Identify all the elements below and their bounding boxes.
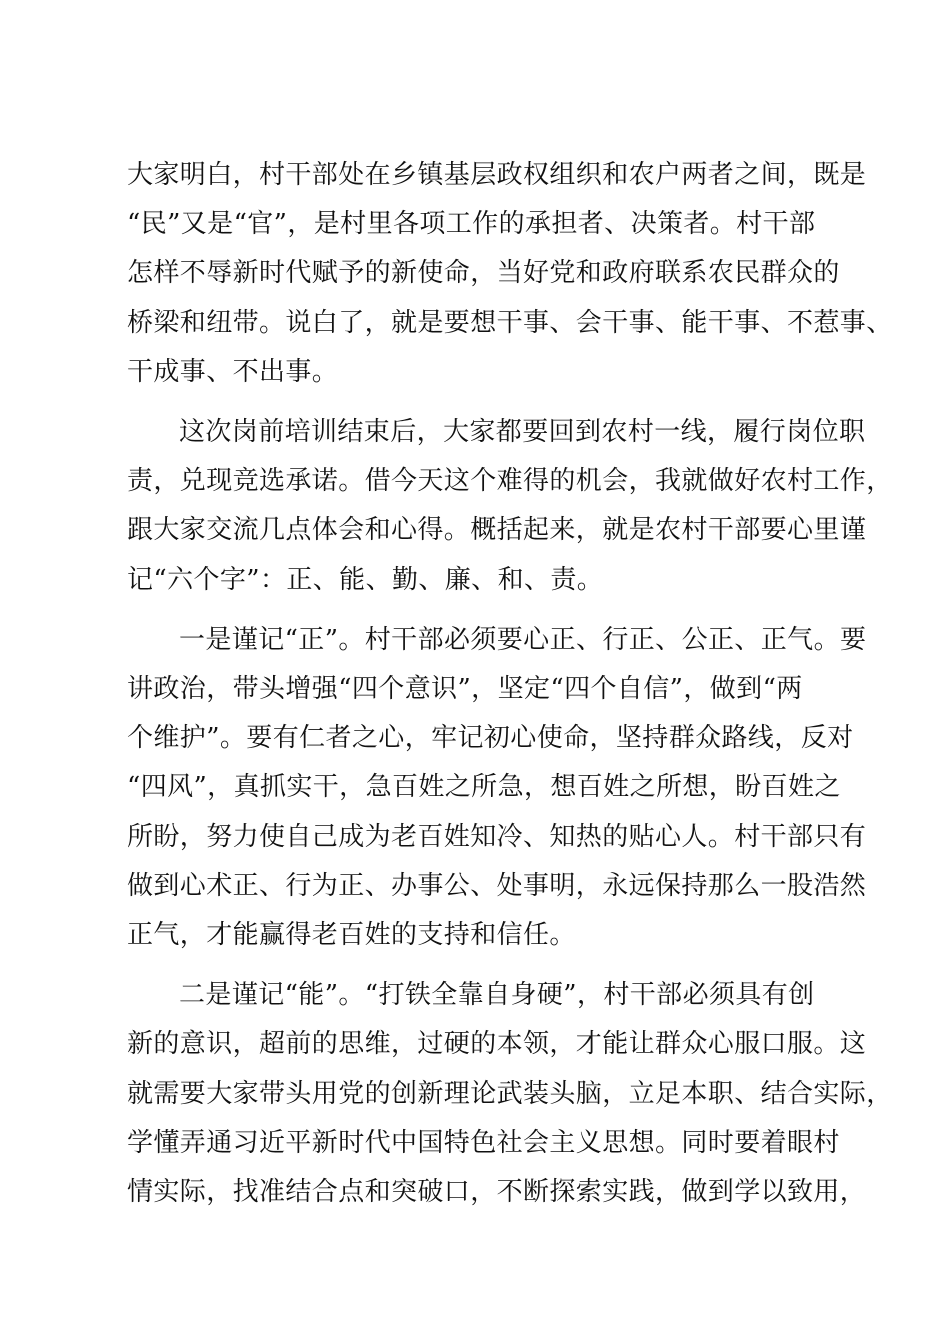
paragraph-3 <box>127 616 867 960</box>
text-line: 个维护”。要有仁者之心，牢记初心使命，坚持群众路线，反对 <box>127 723 854 754</box>
text-line: 大家明白，村干部处在乡镇基层政权组织和农户两者之间，既是 <box>127 160 867 190</box>
text-line: 正气，才能赢得老百姓的支持和信任。 <box>127 920 576 951</box>
text-line: “四风”，真抓实干，急百姓之所急，想百姓之所想，盼百姓之 <box>127 772 841 803</box>
text-line: 责，兑现竞选承诺。借今天这个难得的机会，我就做好农村工作， <box>127 466 893 497</box>
paragraph-1 <box>127 151 893 397</box>
text-line: 桥梁和纽带。说白了，就是要想干事、会干事、能干事、不惹事、 <box>127 307 893 338</box>
document-body <box>127 151 893 1228</box>
text-line: 跟大家交流几点体会和心得。概括起来，就是农村干部要心里谨 <box>127 515 867 546</box>
text-line: 二是谨记“能”。“打铁全靠自身硬”，村干部必须具有创 <box>179 980 815 1011</box>
text-line: 做到心术正、行为正、办事公、处事明，永远保持那么一股浩然 <box>127 870 867 901</box>
text-line: 所盼，努力使自己成为老百姓知冷、知热的贴心人。村干部只有 <box>127 821 867 852</box>
text-line: 情实际，找准结合点和突破口，不断探索实践，做到学以致用， <box>127 1177 867 1208</box>
text-line: 一是谨记“正”。村干部必须要心正、行正、公正、正气。要 <box>179 624 867 655</box>
text-line: 怎样不辱新时代赋予的新使命，当好党和政府联系农民群众的 <box>127 258 840 289</box>
text-line: 就需要大家带头用党的创新理论武装头脑，立足本职、结合实际， <box>127 1078 893 1109</box>
paragraph-2 <box>127 408 893 605</box>
text-line: 干成事、不出事。 <box>127 356 339 387</box>
text-line: 这次岗前培训结束后，大家都要回到农村一线，履行岗位职 <box>179 417 866 448</box>
text-line: “民”又是“官”，是村里各项工作的承担者、决策者。村干部 <box>127 209 816 240</box>
paragraph-4 <box>127 971 893 1217</box>
text-line: 记“六个字”：正、能、勤、廉、和、责。 <box>127 564 604 595</box>
text-line: 讲政治，带头增强“四个意识”，坚定“四个自信”，做到“两 <box>127 674 803 705</box>
text-line: 新的意识，超前的思维，过硬的本领，才能让群众心服口服。这 <box>127 1029 867 1060</box>
text-line: 学懂弄通习近平新时代中国特色社会主义思想。同时要着眼村 <box>127 1127 840 1158</box>
